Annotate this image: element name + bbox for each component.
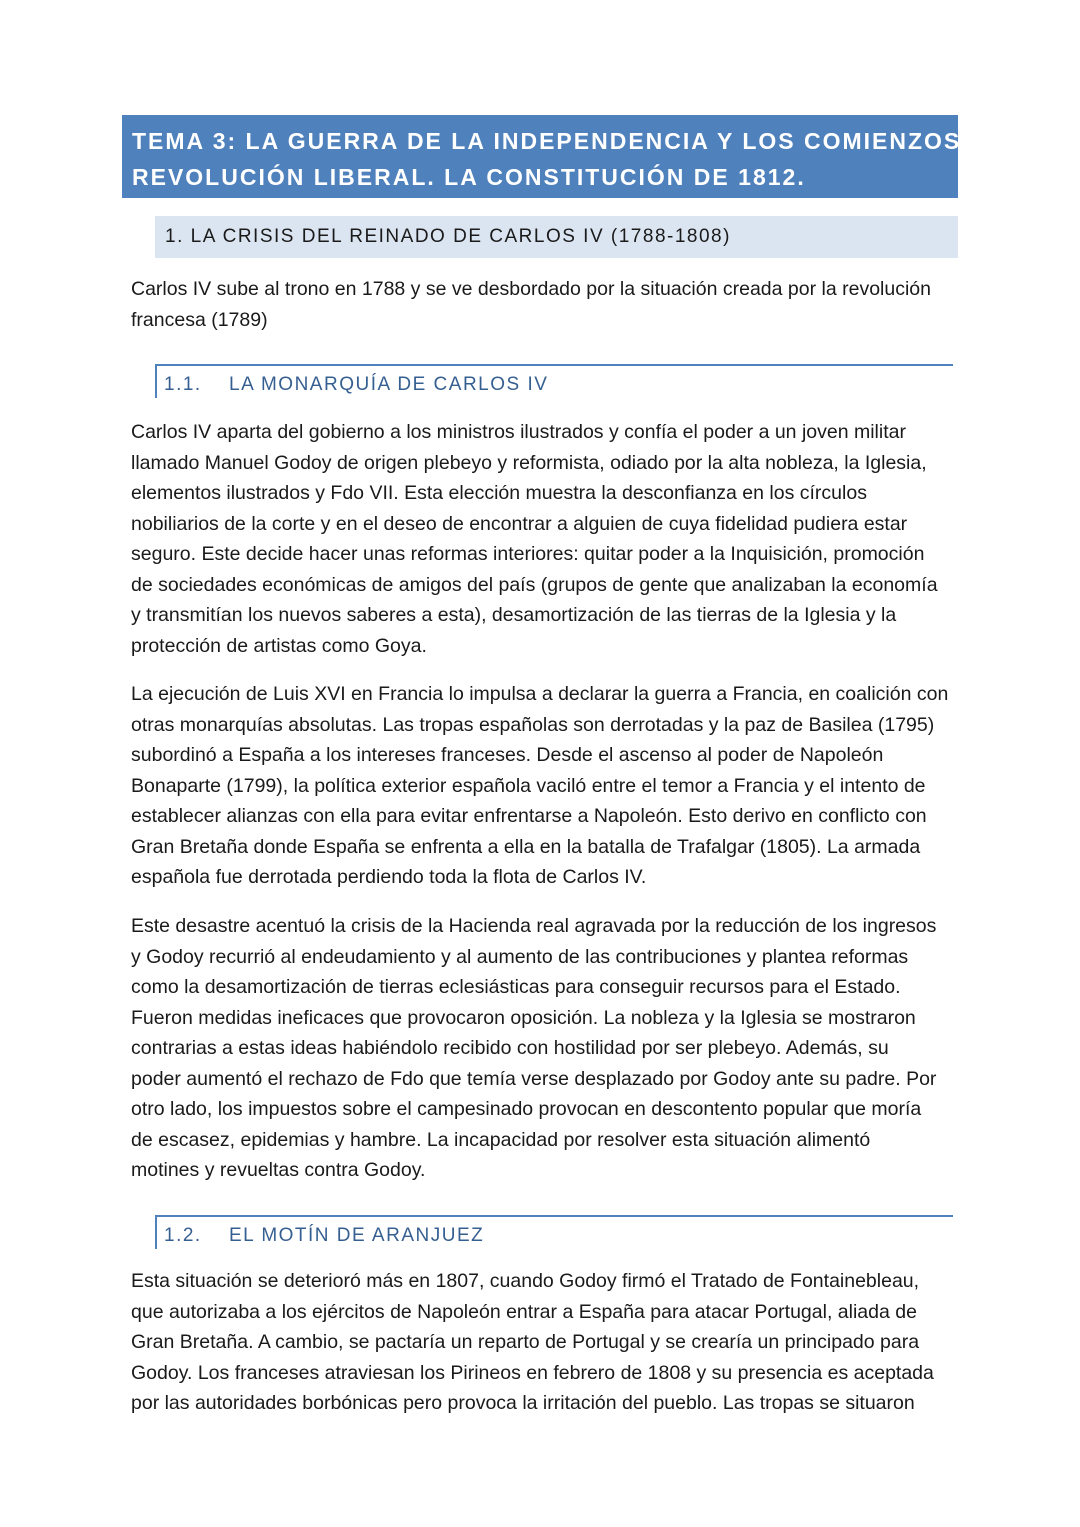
- text-line: francesa (1789): [131, 308, 268, 331]
- text-line: La ejecución de Luis XVI en Francia lo impulsa a declarar la guerra a Francia, en coalición con: [131, 683, 949, 705]
- text-line: y Godoy recurrió al endeudamiento y al aumento de las contribuciones y plantea reformas: [131, 945, 909, 968]
- text-line: Esta situación se deterioró más en 1807, cuando Godoy firmó el Tratado de Fontainebleau,: [131, 1270, 920, 1292]
- text-line: Gran Bretaña. A cambio, se pactaría un reparto de Portugal y se crearía un principado para: [131, 1331, 920, 1353]
- subsection-number: 1.1.: [164, 374, 202, 395]
- text-line: protección de artistas como Goya.: [131, 634, 427, 657]
- text-line: española fue derrotada perdiendo toda la flota de Carlos IV.: [131, 866, 647, 888]
- text-line: subordinó a España a los intereses franceses. Desde el ascenso al poder de Napoleón: [131, 744, 884, 766]
- title-line-1: TEMA 3: LA GUERRA DE LA INDEPENDENCIA Y LOS COMIENZOS DE LA: [132, 128, 1049, 154]
- text-line: por las autoridades borbónicas pero provoca la irritación del pueblo. Las tropas se situaron: [131, 1392, 915, 1414]
- text-line: otro lado, los impuestos sobre el campesinado provocan en descontento popular que moría: [131, 1098, 922, 1120]
- text-line: establecer alianzas con ella para evitar enfrentarse a Napoleón. Esto derivo en conflicto con: [131, 805, 927, 827]
- text-line: Este desastre acentuó la crisis de la Hacienda real agravada por la reducción de los ingresos: [131, 915, 937, 937]
- section-heading-1: 1. LA CRISIS DEL REINADO DE CARLOS IV (1788-1808): [155, 216, 958, 258]
- subsection-title: EL MOTÍN DE ARANJUEZ: [229, 1225, 485, 1246]
- text-line: Godoy. Los franceses atraviesan los Pirineos en febrero de 1808 y su presencia es aceptada: [131, 1361, 934, 1384]
- subsection-title: LA MONARQUÍA DE CARLOS IV: [229, 374, 549, 395]
- text-line: que autorizaba a los ejércitos de Napoleón entrar a España para atacar Portugal, aliada de: [131, 1300, 917, 1323]
- text-line: nobiliarios de la corte y en el deseo de encontrar a alguien de cuya fidelidad pudiera estar: [131, 512, 908, 535]
- text-line: de escasez, epidemias y hambre. La incapacidad por resolver esta situación alimentó: [131, 1128, 871, 1151]
- text-line: Gran Bretaña donde España se enfrenta a ella en la batalla de Trafalgar (1805). La armada: [131, 835, 921, 858]
- paragraph-2: [131, 679, 951, 893]
- text-line: otras monarquías absolutas. Las tropas españolas son derrotadas y la paz de Basilea (1795): [131, 713, 935, 736]
- subsection-number: 1.2.: [164, 1225, 202, 1246]
- text-line: de sociedades económicas de amigos del país (grupos de gente que analizaban la economía: [131, 573, 938, 596]
- text-line: contrarias a estas ideas habiéndolo recibido con hostilidad por ser plebeyo. Además, su: [131, 1037, 889, 1059]
- document-title: [122, 115, 1049, 198]
- text-line: Carlos IV sube al trono en 1788 y se ve desbordado por la situación creada por la revolución: [131, 278, 931, 300]
- text-line: como la desamortización de tierras eclesiásticas para conseguir recursos para el Estado.: [131, 976, 901, 998]
- text-line: seguro. Este decide hacer unas reformas interiores: quitar poder a la Inquisición, promoción: [131, 543, 925, 565]
- title-line-2: REVOLUCIÓN LIBERAL. LA CONSTITUCIÓN DE 1812.: [132, 164, 806, 190]
- subsection-heading-1-2: [155, 1215, 953, 1249]
- text-line: motines y revueltas contra Godoy.: [131, 1159, 426, 1181]
- text-line: elementos ilustrados y Fdo VII. Esta elección muestra la desconfianza en los círculos: [131, 482, 867, 504]
- intro-paragraph: [131, 274, 951, 335]
- text-line: Bonaparte (1799), la política exterior española vaciló entre el temor a Francia y el intento de: [131, 774, 926, 797]
- subsection-heading-1-1: [155, 364, 953, 398]
- text-line: llamado Manuel Godoy de origen plebeyo y reformista, odiado por la alta nobleza, la Iglesia,: [131, 451, 927, 474]
- paragraph-3: [131, 911, 951, 1186]
- text-line: poder aumentó el rechazo de Fdo que temía verse desplazado por Godoy ante su padre. Por: [131, 1067, 937, 1090]
- paragraph-1: [131, 417, 951, 661]
- text-line: Fueron medidas ineficaces que provocaron oposición. La nobleza y la Iglesia se mostraron: [131, 1006, 916, 1029]
- paragraph-4: [131, 1266, 951, 1419]
- text-line: y transmitían los nuevos saberes a esta), desamortización de las tierras de la Iglesia y la: [131, 604, 897, 626]
- text-line: Carlos IV aparta del gobierno a los ministros ilustrados y confía el poder a un joven militar: [131, 421, 906, 443]
